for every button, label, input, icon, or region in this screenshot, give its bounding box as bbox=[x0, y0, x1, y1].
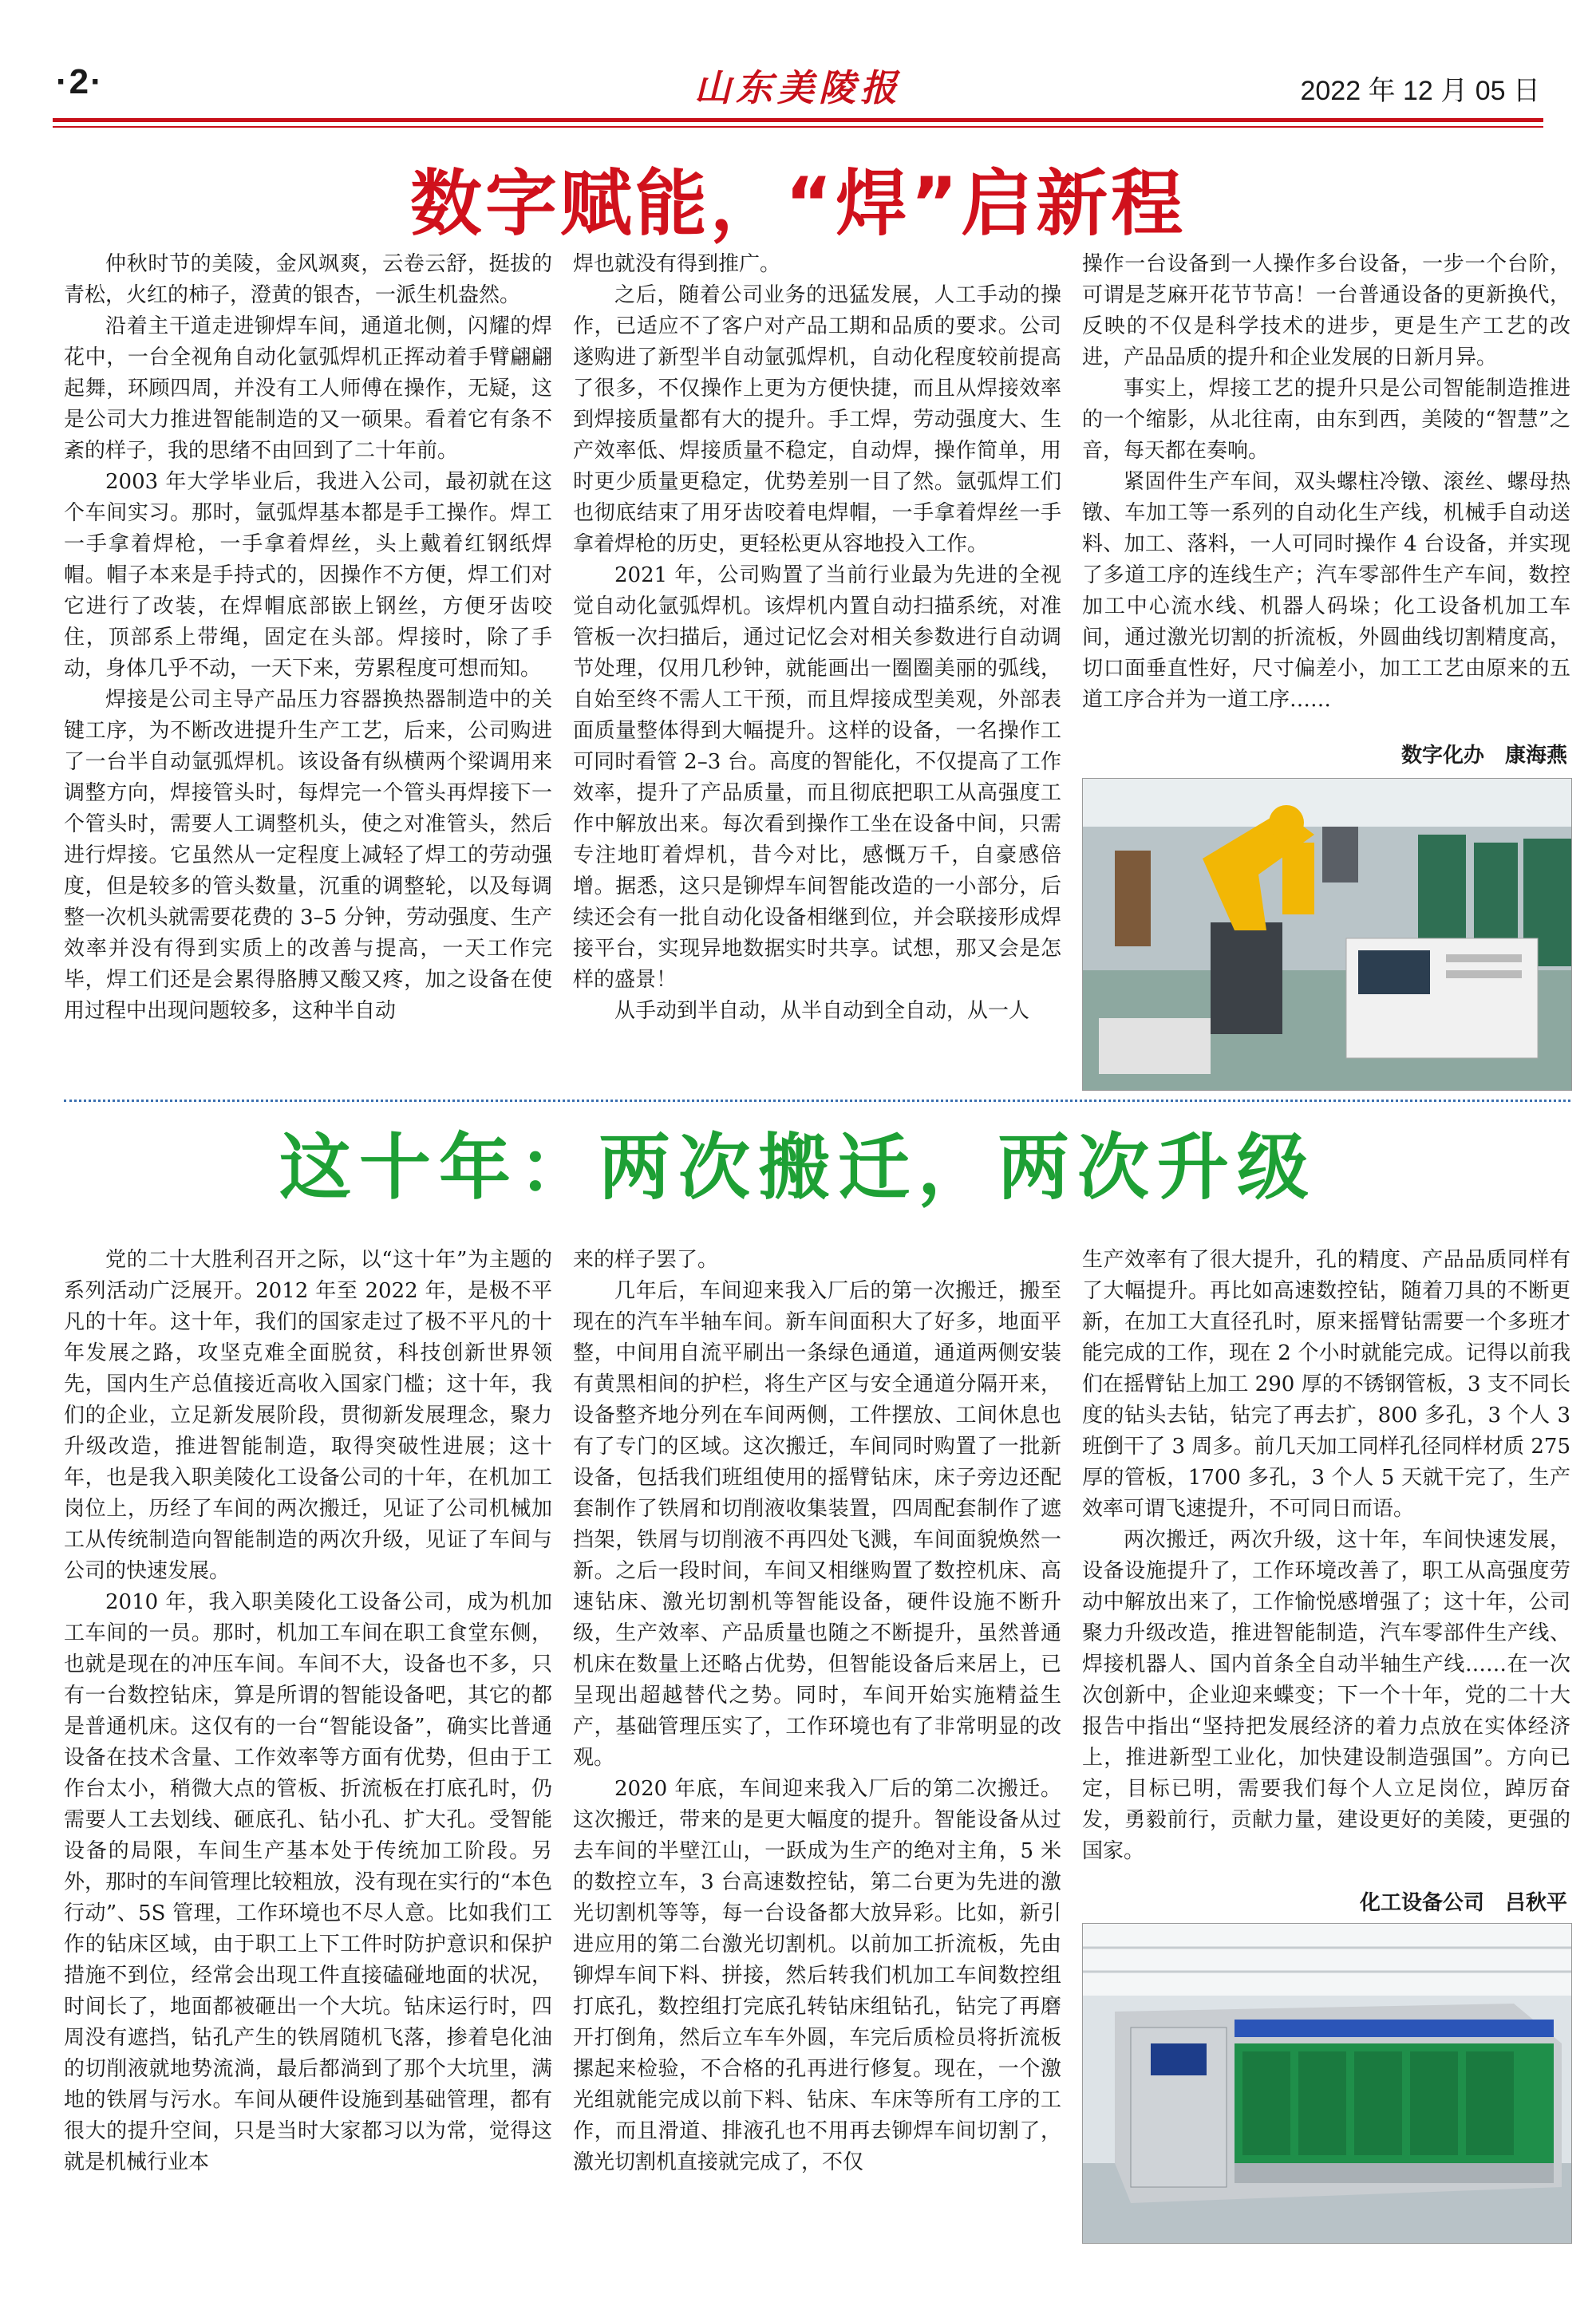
article-paragraph: 焊也就没有得到推广。 bbox=[573, 252, 781, 276]
laser-cutting-machine-photo bbox=[1082, 1923, 1572, 2244]
article-paragraph: 两次搬迁，两次升级，这十年，车间快速发展，设备设施提升了，工作环境改善了，职工从高强度劳动中解放出来了，工作愉悦感增强了；这十年，公司聚力升级改造，推进智能制造，汽车零部件生产线、焊接机器人、国内首条全自动半轴生产线……在一次次创新中，企业迎来蝶变；下一个十年，党的二十大报告中指出“坚持把发展经济的着力点放在实体经济上，推进新型工业化，加快建设制造强国”。方向已定，目标已明，需要我们每个人立足岗位，踔厉奋发，勇毅前行，贡献力量，建设更好的美陵，更强的国家。 bbox=[1082, 1528, 1570, 1863]
article2-column-2 bbox=[573, 1245, 1061, 2178]
article-paragraph: 来的样子罢了。 bbox=[573, 1248, 719, 1272]
article-paragraph: 2003 年大学毕业后，我进入公司，最初就在这个车间实习。那时，氩弧焊基本都是手工操作。焊工一手拿着焊枪，一手拿着焊丝，头上戴着红钢纸焊帽。帽子本来是手持式的，因操作不方便，焊工们对它进行了改装，在焊帽底部嵌上钢丝，方便牙齿咬住，顶部系上带绳，固定在头部。焊接时，除了手动，身体几乎不动，一天下来，劳累程度可想而知。 bbox=[64, 470, 552, 681]
article-paragraph: 事实上，焊接工艺的提升只是公司智能制造推进的一个缩影，从北往南，由东到西，美陵的“智慧”之音，每天都在奏响。 bbox=[1082, 377, 1570, 463]
section-divider bbox=[64, 1100, 1570, 1102]
article-paragraph: 仲秋时节的美陵，金风飒爽，云卷云舒，挺拔的青松，火红的柿子，澄黄的银杏，一派生机盎然。 bbox=[64, 252, 552, 307]
masthead-rule-thin bbox=[53, 126, 1543, 128]
article1-byline: 数字化办 康海燕 bbox=[1400, 744, 1567, 768]
article-paragraph: 从手动到半自动，从半自动到全自动，从一人 bbox=[614, 999, 1030, 1023]
article-paragraph: 之后，随着公司业务的迅猛发展，人工手动的操作，已适应不了客户对产品工期和品质的要求。公司遂购进了新型半自动氩弧焊机，自动化程度较前提高了很多，不仅操作上更为方便快捷，而且从焊接效率到焊接质量都有大的提升。手工焊，劳动强度大、生产效率低、焊接质量不稳定，自动焊，操作简单，用时更少质量更稳定，优势差别一目了然。氩弧焊工们也彻底结束了用牙齿咬着电焊帽，一手拿着焊丝一手拿着焊枪的历史，更轻松更从容地投入工作。 bbox=[573, 283, 1061, 556]
article1-column-2 bbox=[573, 249, 1061, 1027]
article1-headline: 数字赋能，“焊”启新程 bbox=[409, 162, 1187, 246]
article-paragraph: 操作一台设备到一人操作多台设备，一步一个台阶，可谓是芝麻开花节节高！一台普通设备的更新换代，反映的不仅是科学技术的进步，更是生产工艺的改进，产品品质的提升和企业发展的日新月异。 bbox=[1082, 252, 1570, 369]
article-paragraph: 2020 年底，车间迎来我入厂后的第二次搬迁。这次搬迁，带来的是更大幅度的提升。智能设备从过去车间的半壁江山，一跃成为生产的绝对主角，5 米的数控立车，3 台高速数控钻，第二台更为先进的激光切割机等等，每一台设备都大放异彩。比如，新引进应用的第二台激光切割机。以前加工折流板，先由铆焊车间下料、拼接，然后转我们机加工车间数控组打底孔，数控组打完底孔转钻床组钻孔，钻完了再磨开打倒角，然后立车车外圆，车完后质检员将折流板摞起来检验，不合格的孔再进行修复。现在，一个激光组就能完成以前下料、钻床、车床等所有工序的工作，而且滑道、排液孔也不用再去铆焊车间切割了，激光切割机直接就完成了，不仅 bbox=[573, 1777, 1061, 2174]
article1-column-1 bbox=[64, 249, 552, 1027]
article2-column-3 bbox=[1082, 1245, 1570, 1867]
page-number: ·2· bbox=[56, 62, 104, 101]
newspaper-name: 山东美陵报 bbox=[694, 66, 902, 109]
article-paragraph: 2010 年，我入职美陵化工设备公司，成为机加工车间的一员。那时，机加工车间在职工食堂东侧，也就是现在的冲压车间。车间不大，设备也不多，只有一台数控钻床，算是所谓的智能设备吧，其它的都是普通机床。这仅有的一台“智能设备”，确实比普通设备在技术含量、工作效率等方面有优势，但由于工作台太小，稍微大点的管板、折流板在打底孔时，仍需要人工去划线、砸底孔、钻小孔、扩大孔。受智能设备的局限，车间生产基本处于传统加工阶段。另外，那时的车间管理比较粗放，没有现在实行的“本色行动”、5S 管理，工作环境也不尽人意。比如我们工作的钻床区域，由于职工上下工件时防护意识和保护措施不到位，经常会出现工件直接磕碰地面的状况，时间长了，地面都被砸出一个大坑。钻床运行时，四周没有遮挡，钻孔产生的铁屑随机飞落，掺着皂化油的切削液就地势流淌，最后都淌到了那个大坑里，满地的铁屑与污水。车间从硬件设施到基础管理，都有很大的提升空间，只是当时大家都习以为常，觉得这就是机械行业本 bbox=[64, 1590, 552, 2174]
masthead-rule bbox=[53, 118, 1543, 122]
article2-column-1 bbox=[64, 1245, 552, 2178]
issue-date: 2022 年 12 月 05 日 bbox=[1300, 76, 1540, 106]
article-paragraph: 几年后，车间迎来我入厂后的第一次搬迁，搬至现在的汽车半轴车间。新车间面积大了好多，地面平整，中间用自流平刷出一条绿色通道，通道两侧安装有黄黑相间的护栏，将生产区与安全通道分隔开来，设备整齐地分列在车间两侧，工件摆放、工间休息也有了专门的区域。这次搬迁，车间同时购置了一批新设备，包括我们班组使用的摇臂钻床，床子旁边还配套制作了铁屑和切削液收集装置，四周配套制作了遮挡架，铁屑与切削液不再四处飞溅，车间面貌焕然一新。之后一段时间，车间又相继购置了数控机床、高速钻床、激光切割机等智能设备，硬件设施不断升级，生产效率、产品质量也随之不断提升，虽然普通机床在数量上还略占优势，但智能设备后来居上，已呈现出超越替代之势。同时，车间开始实施精益生产，基础管理压实了，工作环境也有了非常明显的改观。 bbox=[573, 1279, 1061, 1770]
robot-welding-arm-photo bbox=[1082, 778, 1572, 1091]
article-paragraph: 生产效率有了很大提升，孔的精度、产品品质同样有了大幅提升。再比如高速数控钻，随着刀具的不断更新，在加工大直径孔时，原来摇臂钻需要一个多班才能完成的工作，现在 2 个小时就能完成。记得以前我们在摇臂钻上加工 290 厚的不锈钢管板，3 支不同长度的钻头去钻，钻完了再去扩，800 多孔，3 个人 3 班倒干了 3 周多。前几天加工同样孔径同样材质 275 厚的管板，1700 多孔，3 个人 5 天就干完了，生产效率可谓飞速提升，不可同日而语。 bbox=[1082, 1248, 1570, 1521]
article-paragraph: 沿着主干道走进铆焊车间，通道北侧，闪耀的焊花中，一台全视角自动化氩弧焊机正挥动着手臂翩翩起舞，环顾四周，并没有工人师傅在操作，无疑，这是公司大力推进智能制造的又一硕果。看着它有条不紊的样子，我的思绪不由回到了二十年前。 bbox=[64, 314, 552, 463]
article-paragraph: 紧固件生产车间，双头螺柱冷镦、滚丝、螺母热镦、车加工等一系列的自动化生产线，机械手自动送料、加工、落料，一人可同时操作 4 台设备，并实现了多道工序的连线生产；汽车零部件生产车间，数控加工中心流水线、机器人码垛；化工设备机加工车间，通过激光切割的折流板，外圆曲线切割精度高，切口面垂直性好，尺寸偏差小，加工工艺由原来的五道工序合并为一道工序…… bbox=[1082, 470, 1570, 712]
article1-column-3 bbox=[1082, 249, 1570, 716]
article-paragraph: 2021 年，公司购置了当前行业最为先进的全视觉自动化氩弧焊机。该焊机内置自动扫描系统，对准管板一次扫描后，通过记忆会对相关参数进行自动调节处理，仅用几秒钟，就能画出一圈圈美丽的弧线，自始至终不需人工干预，而且焊接成型美观，外部表面质量整体得到大幅提升。这样的设备，一名操作工可同时看管 2–3 台。高度的智能化，不仅提高了工作效率，提升了产品质量，而且彻底把职工从高强度工作中解放出来。每次看到操作工坐在设备中间，只需专注地盯着焊机，昔今对比，感慨万千，自豪感倍增。据悉，这只是铆焊车间智能改造的一小部分，后续还会有一批自动化设备相继到位，并会联接形成焊接平台，实现异地数据实时共享。试想，那又会是怎样的盛景！ bbox=[573, 563, 1061, 992]
article2-byline: 化工设备公司 吕秋平 bbox=[1359, 1891, 1567, 1915]
article2-headline: 这十年：两次搬迁，两次升级 bbox=[279, 1126, 1317, 1210]
article-paragraph: 焊接是公司主导产品压力容器换热器制造中的关键工序，为不断改进提升生产工艺，后来，公司购进了一台半自动氩弧焊机。该设备有纵横两个梁调用来调整方向，焊接管头时，每焊完一个管头再焊接下一个管头时，需要人工调整机头，使之对准管头，然后进行焊接。它虽然从一定程度上减轻了焊工的劳动强度，但是较多的管头数量，沉重的调整轮，以及每调整一次机头就需要花费的 3–5 分钟，劳动强度、生产效率并没有得到实质上的改善与提高，一天工作完毕，焊工们还是会累得胳膊又酸又疼，加之设备在使用过程中出现问题较多，这种半自动 bbox=[64, 688, 552, 1023]
article-paragraph: 党的二十大胜利召开之际，以“这十年”为主题的系列活动广泛展开。2012 年至 2022 年，是极不平凡的十年。这十年，我们的国家走过了极不平凡的十年发展之路，攻坚克难全面脱贫，科技创新世界领先，国内生产总值接近高收入国家门槛；这十年，我们的企业，立足新发展阶段，贯彻新发展理念，聚力升级改造，推进智能制造，取得突破性进展；这十年，也是我入职美陵化工设备公司的十年，在机加工岗位上，历经了车间的两次搬迁，见证了公司机械加工从传统制造向智能制造的两次升级，见证了车间与公司的快速发展。 bbox=[64, 1248, 552, 1583]
